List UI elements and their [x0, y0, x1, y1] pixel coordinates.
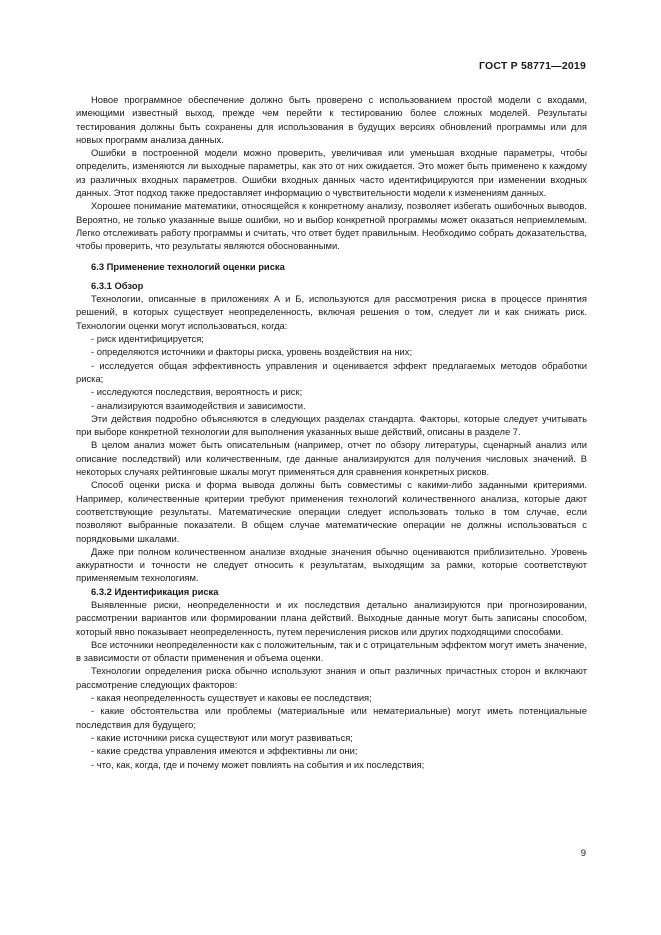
- list-item: - анализируются взаимодействия и зависимости.: [91, 399, 306, 411]
- paragraph: Технологии определения риска обычно используют знания и опыт различных причастных сторон и включают рассмотрение следующих факторов:: [76, 665, 587, 690]
- paragraph: В целом анализ может быть описательным (например, отчет по обзору литературы, сценарный анализ или описание последствий) или количественным, где данные анализируются для получения числовых значений. В некоторых случаях рейтинговые шкалы могут применяться для сравнения конкретных рисков.: [76, 439, 587, 478]
- section-heading-6-3: 6.3 Применение технологий оценки риска: [91, 260, 285, 272]
- paragraph: Даже при полном количественном анализе входные значения обычно оцениваются приблизительно. Уровень аккуратности и точности не следует относить к результатам, выходящим за рамки, которые соответствуют применяемым технологиям.: [76, 545, 587, 584]
- list-item: - какая неопределенность существует и каковы ее последствия;: [91, 692, 372, 704]
- paragraph: Ошибки в построенной модели можно проверить, увеличивая или уменьшая входные параметры, чтобы определить, изменяются ли выходные параметры, как это от них ожидается. Это может быть применено к каждому из различных входных параметров. Ошибки входных данных часто идентифицируются при изменении входных данных. Этот подход также предоставляет информацию о чувствительности модели к изменениям данных.: [76, 147, 587, 199]
- list-item: - исследуются последствия, вероятность и риск;: [91, 386, 303, 398]
- list-item: - определяются источники и факторы риска, уровень воздействия на них;: [91, 346, 413, 358]
- page-content: [76, 93, 587, 771]
- page-number: 9: [580, 848, 586, 859]
- list-item: - что, как, когда, где и почему может повлиять на события и их последствия;: [91, 758, 425, 770]
- paragraph: Все источники неопределенности как с положительным, так и с отрицательным эффектом могут иметь значение, в зависимости от области применения и объема оценки.: [76, 638, 587, 664]
- paragraph: Выявленные риски, неопределенности и их последствия детально анализируются при прогнозировании, рассмотрении вариантов или формировании плана действий. Выходные данные могут быть записаны способом, который явно показывает неопределенность, путем перечисления рисков или других подходящими способами.: [76, 598, 587, 637]
- list-item: - какие обстоятельства или проблемы (материальные или нематериальные) могут иметь потенциальные последствия для будущего;: [76, 705, 587, 730]
- document-code: ГОСТ Р 58771—2019: [478, 60, 586, 72]
- list-item: - какие источники риска существуют или могут развиваться;: [91, 731, 353, 743]
- list-item: - риск идентифицируется;: [91, 333, 204, 345]
- subsection-heading-6-3-2: 6.3.2 Идентификация риска: [91, 585, 219, 597]
- paragraph: Хорошее понимание математики, относящейся к конкретному анализу, позволяет избегать ошибочных выводов. Вероятно, не только указанные выше ошибки, но и выбор конкретной программы может оказаться неприемлемым. Легко отслеживать работу программы и считать, что ответ будет правильным. Необходимо собрать доказательства, чтобы проверить, что результаты являются обоснованными.: [76, 200, 587, 252]
- paragraph: Эти действия подробно объясняются в следующих разделах стандарта. Факторы, которые следует учитывать при выборе конкретной технологии для выполнения указанных выше действий, описаны в разделе 7.: [76, 412, 587, 438]
- list-item: - какие средства управления имеются и эффективны ли они;: [91, 745, 358, 757]
- paragraph: Способ оценки риска и форма вывода должны быть совместимы с какими-либо заданными критериями. Например, количественные критерии требуют применения технологий количественного анализа, которые дают соответствующие результаты. Математические операции следует использовать только в том случае, если позволяют выбранные показатели. В общем случае математические операции не должны использоваться с порядковыми шкалами.: [76, 479, 587, 544]
- list-item: - исследуется общая эффективность управления и оценивается эффект предлагаемых методов обработки риска;: [76, 359, 587, 384]
- paragraph: Новое программное обеспечение должно быть проверено с использованием простой модели с входами, имеющими известный выход, прежде чем перейти к тестированию более сложных моделей. Результаты тестирования должны быть сохранены для использования в будущих версиях обновлений программы или для новых программ анализа данных.: [76, 94, 587, 145]
- paragraph: Технологии, описанные в приложениях А и Б, используются для рассмотрения риска в процессе принятия решений, в которых существует неопределенность, включая решения о том, следует ли и как снижать риск. Технологии оценки могут использоваться, когда:: [76, 293, 587, 331]
- subsection-heading-6-3-1: 6.3.1 Обзор: [91, 279, 144, 291]
